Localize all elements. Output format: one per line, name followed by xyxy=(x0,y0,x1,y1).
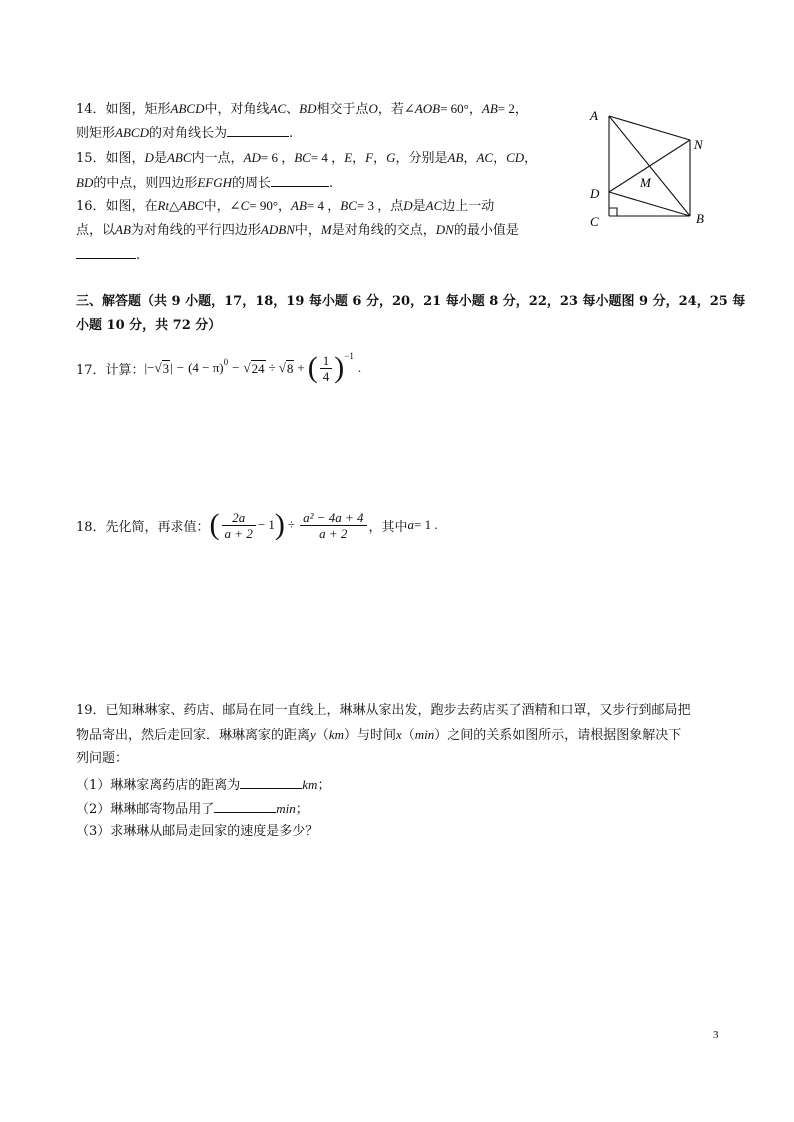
label-M: M xyxy=(640,175,651,190)
q14-line1: 14．如图，矩形ABCD中，对角线AC、BD相交于点O，若∠AOB= 60°，AB= 2， xyxy=(76,101,528,117)
sqrt-symbol: √ xyxy=(278,360,286,375)
q18-expression: ( $\frac{2a}{a + 2}$ − 1 ) ÷ $\frac{\text{a² − 4a + 4}}{a + 2}$ xyxy=(210,508,369,542)
q19-line1: 19．已知琳琳家、药店、邮局在同一直线上，琳琳从家出发，跑步去药店买了酒精和口罩，又步行到邮局把 xyxy=(76,703,691,718)
q18-fraction-2: $\frac{\text{a² − 4a + 4}}{a + 2}$ xyxy=(300,510,366,541)
q19-sub2: （2）琳琳邮寄物品用了 min； xyxy=(76,801,309,817)
section3-heading-line1: 三、解答题（共 9 小题，17，18，19 每小题 6 分，20，21 每小题 8 分，22，23 每小题图 9 分，24，25 每 xyxy=(76,294,746,309)
segment-AN xyxy=(609,116,690,140)
q18-fraction-1: $\frac{2a}{a + 2}$ xyxy=(222,510,256,541)
q17-fraction: $\frac{1}{4}$ xyxy=(320,353,333,384)
q16-answer-blank[interactable] xyxy=(76,246,136,259)
q15-answer-blank[interactable] xyxy=(271,174,329,187)
right-angle-mark xyxy=(609,208,617,216)
left-paren: ( xyxy=(307,351,318,384)
page-number: 3 xyxy=(713,1029,719,1041)
q19-sub2-blank[interactable] xyxy=(214,800,276,813)
q16-line1: 16．如图，在Rt△ABC中，∠C= 90°，AB= 4 ，BC= 3 ，点D是AC边上一动 xyxy=(76,198,495,214)
q16-line2: 点，以AB为对角线的平行四边形ADBN中，M是对角线的交点，DN的最小值是 xyxy=(76,222,519,238)
geometry-figure xyxy=(582,104,722,234)
q14-answer-blank[interactable] xyxy=(227,124,289,137)
right-paren: ) xyxy=(274,508,285,541)
q17: 17．计算： |− √ 3 | − (4 − π) $^0$ − √ 24 ÷ √ 8 + ( $\frac{1}{4}$ ) $^{-1}$ . xyxy=(76,351,362,384)
label-C: C xyxy=(590,214,599,229)
q19-line3: 列问题： xyxy=(76,751,129,766)
q15-line2: BD的中点，则四边形EFGH的周长 . xyxy=(76,175,334,191)
q14-line2: 则矩形ABCD的对角线长为 . xyxy=(76,125,294,141)
q17-expression: |− √ 3 | − (4 − π) $^0$ − √ 24 ÷ √ 8 + ( $\frac{1}{4}$ ) $^{-1}$ . xyxy=(144,351,362,384)
label-B: B xyxy=(696,211,704,226)
q16-line3: . xyxy=(76,246,140,264)
right-paren: ) xyxy=(334,351,345,384)
q19-sub1-blank[interactable] xyxy=(240,776,302,789)
q15-line1: 15．如图，D是ABC内一点，AD= 6 ，BC= 4 ，E，F，G，分别是AB，AC，CD， xyxy=(76,150,538,166)
sqrt-symbol: √ xyxy=(243,360,251,375)
q18: 18．先化简，再求值： ( $\frac{2a}{a + 2}$ − 1 ) ÷ $\frac{\text{a² − 4a + 4}}{a + 2}$ ，其中 a = 1 . xyxy=(76,508,438,541)
label-D: D xyxy=(590,186,600,201)
sqrt-symbol: √ xyxy=(154,360,162,375)
section3-heading-line2: 小题 10 分，共 72 分） xyxy=(76,318,222,333)
q19-sub1: （1）琳琳家离药店的距离为 km； xyxy=(76,777,331,793)
label-N: N xyxy=(694,137,703,152)
segment-DB xyxy=(609,192,690,216)
left-paren: ( xyxy=(209,508,220,541)
q19-sub3: （3）求琳琳从邮局走回家的速度是多少？ xyxy=(76,824,319,839)
label-A: A xyxy=(590,108,598,123)
q19-line2: 物品寄出，然后走回家．琳琳离家的距离y（km）与时间x（min）之间的关系如图所示，请根据图象解决下 xyxy=(76,727,682,743)
